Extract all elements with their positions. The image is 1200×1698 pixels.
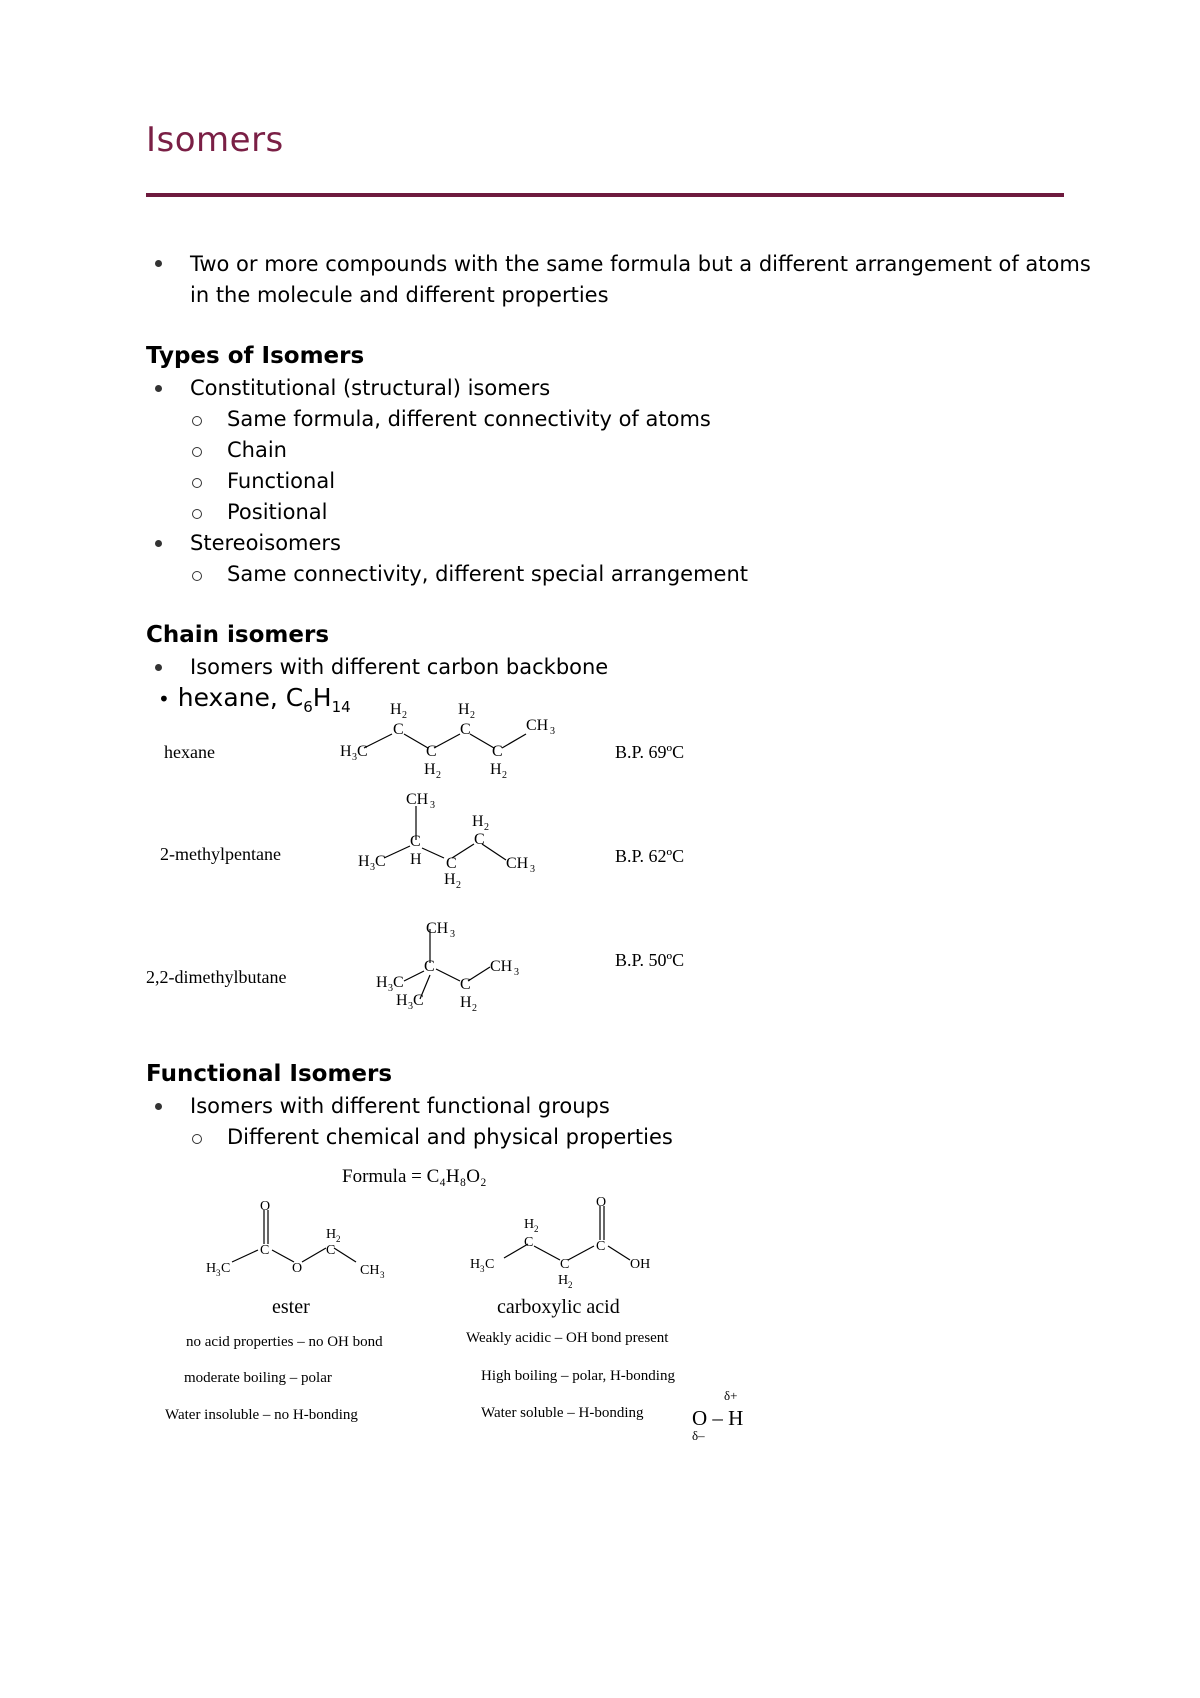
svg-text:C: C bbox=[393, 974, 404, 991]
svg-text:H: H bbox=[340, 743, 352, 760]
svg-text:2: 2 bbox=[436, 770, 441, 780]
intro-line-2: in the molecule and different properties bbox=[190, 283, 609, 307]
ester-property: no acid properties – no OH bond bbox=[186, 1334, 383, 1350]
delta-plus: δ+ bbox=[724, 1388, 738, 1403]
svg-text:H: H bbox=[326, 1227, 337, 1242]
acid-label: carboxylic acid bbox=[497, 1296, 620, 1318]
svg-text:2: 2 bbox=[336, 1234, 341, 1244]
svg-text:O: O bbox=[292, 1261, 303, 1276]
functional-bullet: Isomers with different functional groups bbox=[190, 1094, 610, 1118]
svg-text:H: H bbox=[206, 1261, 217, 1276]
constitutional-item: Constitutional (structural) isomers bbox=[190, 376, 551, 400]
svg-text:2: 2 bbox=[470, 710, 475, 721]
svg-text:C: C bbox=[357, 743, 368, 760]
svg-text:3: 3 bbox=[408, 1001, 413, 1012]
svg-text:3: 3 bbox=[450, 929, 455, 940]
sub-bullet bbox=[192, 447, 202, 457]
svg-text:C: C bbox=[221, 1261, 231, 1276]
sub-item: Positional bbox=[227, 500, 328, 524]
svg-text:3: 3 bbox=[480, 1264, 485, 1274]
sub-bullet bbox=[192, 416, 202, 426]
acid-property: Water soluble – H-bonding bbox=[481, 1405, 644, 1421]
svg-text:C: C bbox=[474, 831, 485, 848]
ester-property: moderate boiling – polar bbox=[184, 1370, 332, 1386]
svg-text:C: C bbox=[260, 1243, 270, 1258]
sub-bullet bbox=[192, 571, 202, 581]
svg-text:C: C bbox=[424, 958, 435, 975]
stereo-item: Stereoisomers bbox=[190, 531, 341, 555]
svg-text:C: C bbox=[485, 1257, 495, 1272]
svg-text:H: H bbox=[410, 851, 422, 868]
svg-text:H: H bbox=[458, 701, 470, 718]
svg-text:H: H bbox=[558, 1273, 569, 1288]
dimethylbutane-structure bbox=[370, 915, 550, 1020]
carboxylic-acid-structure bbox=[466, 1192, 686, 1292]
svg-text:3: 3 bbox=[530, 864, 535, 875]
svg-text:C: C bbox=[560, 1257, 570, 1272]
bullet-dot bbox=[155, 664, 162, 671]
svg-text:H: H bbox=[524, 1217, 535, 1232]
svg-text:2: 2 bbox=[502, 770, 507, 780]
hexane-structure bbox=[330, 690, 590, 780]
svg-text:3: 3 bbox=[550, 726, 555, 737]
svg-text:H: H bbox=[424, 761, 436, 778]
svg-text:CH: CH bbox=[426, 920, 449, 937]
svg-text:C: C bbox=[326, 1243, 336, 1258]
bullet-dot bbox=[155, 1103, 162, 1110]
ester-structure bbox=[196, 1196, 416, 1286]
svg-text:2: 2 bbox=[534, 1224, 539, 1234]
svg-text:CH: CH bbox=[490, 958, 513, 975]
svg-text:C: C bbox=[460, 721, 471, 738]
sub-item: Chain bbox=[227, 438, 287, 462]
svg-text:CH: CH bbox=[526, 717, 549, 734]
svg-text:2: 2 bbox=[568, 1280, 573, 1290]
svg-text:C: C bbox=[413, 992, 424, 1009]
hexane-formula-heading: • hexane, $C_6H_{14}$ bbox=[158, 683, 351, 716]
sub-item: Same formula, different connectivity of atoms bbox=[227, 407, 711, 431]
compound-name: hexane bbox=[164, 742, 215, 762]
ester-property: Water insoluble – no H-bonding bbox=[165, 1407, 358, 1423]
svg-text:CH: CH bbox=[406, 791, 429, 808]
svg-text:C: C bbox=[446, 855, 457, 872]
types-heading: Types of Isomers bbox=[146, 343, 365, 369]
svg-text:CH: CH bbox=[360, 1263, 380, 1278]
sub-item: Same connectivity, different special arrangement bbox=[227, 562, 749, 586]
svg-text:H: H bbox=[490, 761, 502, 778]
svg-text:C: C bbox=[375, 853, 386, 870]
compound-name: 2-methylpentane bbox=[160, 844, 281, 864]
svg-text:C: C bbox=[492, 743, 503, 760]
svg-text:H: H bbox=[376, 974, 388, 991]
delta-minus: δ– bbox=[692, 1428, 705, 1443]
svg-text:3: 3 bbox=[514, 967, 519, 978]
compound-name: 2,2-dimethylbutane bbox=[146, 967, 287, 987]
boiling-point: B.P. 50ºC bbox=[615, 950, 685, 970]
svg-text:3: 3 bbox=[380, 1270, 385, 1280]
boiling-point: B.P. 69ºC bbox=[615, 742, 685, 762]
svg-text:CH: CH bbox=[506, 855, 529, 872]
svg-text:C: C bbox=[393, 721, 404, 738]
formula-label: Formula = C₄H₈O₂ bbox=[342, 1166, 487, 1187]
svg-text:C: C bbox=[460, 976, 471, 993]
svg-text:O: O bbox=[596, 1195, 607, 1210]
functional-heading: Functional Isomers bbox=[146, 1061, 393, 1087]
sub-bullet bbox=[192, 509, 202, 519]
svg-text:2: 2 bbox=[456, 880, 461, 891]
svg-text:2: 2 bbox=[402, 710, 407, 721]
svg-text:H: H bbox=[358, 853, 370, 870]
sub-item: Different chemical and physical properties bbox=[227, 1125, 673, 1149]
svg-text:C: C bbox=[596, 1239, 606, 1254]
svg-text:O: O bbox=[260, 1199, 271, 1214]
svg-text:2: 2 bbox=[472, 1003, 477, 1014]
bullet-dot bbox=[155, 260, 162, 267]
svg-text:3: 3 bbox=[216, 1268, 221, 1278]
svg-text:3: 3 bbox=[352, 752, 357, 763]
sub-bullet bbox=[192, 1134, 202, 1144]
boiling-point: B.P. 62ºC bbox=[615, 846, 685, 866]
svg-text:3: 3 bbox=[370, 862, 375, 873]
svg-text:3: 3 bbox=[388, 983, 393, 994]
sub-item: Functional bbox=[227, 469, 336, 493]
svg-text:C: C bbox=[426, 743, 437, 760]
svg-text:2: 2 bbox=[484, 822, 489, 833]
methylpentane-structure bbox=[350, 790, 570, 900]
svg-text:OH: OH bbox=[630, 1257, 651, 1272]
oh-dipole: O – H bbox=[692, 1406, 744, 1430]
page-title: Isomers bbox=[146, 120, 284, 160]
svg-text:3: 3 bbox=[430, 800, 435, 811]
svg-text:C: C bbox=[410, 833, 421, 850]
svg-text:H: H bbox=[460, 994, 472, 1011]
svg-text:H: H bbox=[470, 1257, 481, 1272]
chain-bullet: Isomers with different carbon backbone bbox=[190, 655, 609, 679]
ester-label: ester bbox=[272, 1296, 310, 1318]
bullet-dot bbox=[155, 540, 162, 547]
svg-text:C: C bbox=[524, 1235, 534, 1250]
title-rule bbox=[146, 193, 1064, 197]
chain-heading: Chain isomers bbox=[146, 622, 330, 648]
bullet-dot bbox=[155, 385, 162, 392]
intro-line-1: Two or more compounds with the same formula but a different arrangement of atoms bbox=[190, 252, 1091, 276]
acid-property: High boiling – polar, H-bonding bbox=[481, 1368, 675, 1384]
svg-text:H: H bbox=[472, 813, 484, 830]
svg-text:H: H bbox=[444, 871, 456, 888]
sub-bullet bbox=[192, 478, 202, 488]
svg-text:H: H bbox=[396, 992, 408, 1009]
svg-text:H: H bbox=[390, 701, 402, 718]
acid-property: Weakly acidic – OH bond present bbox=[466, 1330, 669, 1346]
